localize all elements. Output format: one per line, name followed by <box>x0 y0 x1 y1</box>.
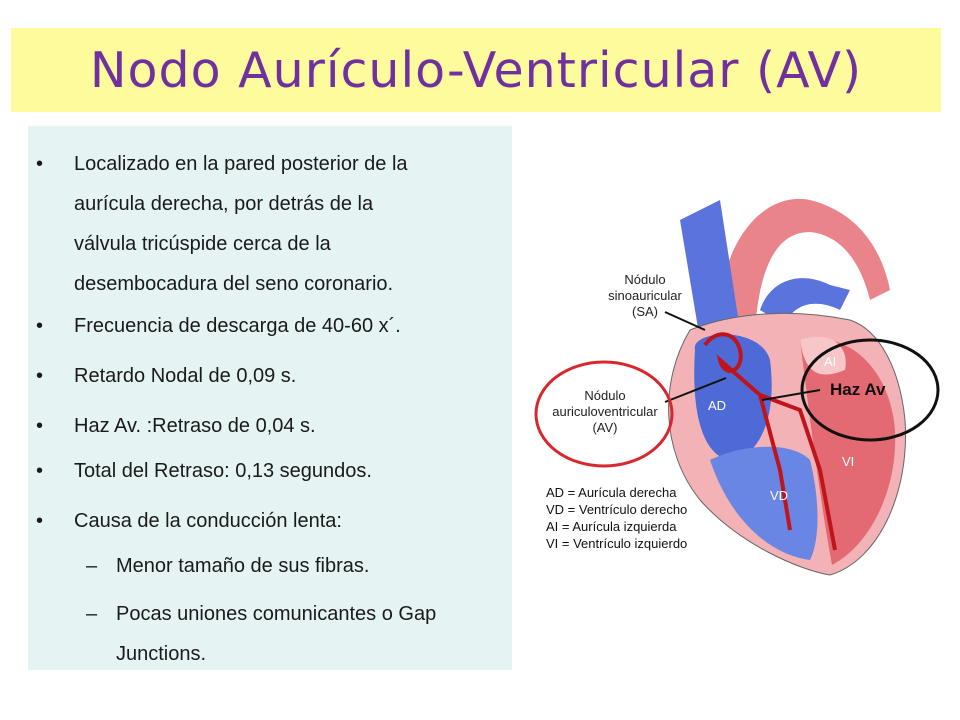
diagram-legend <box>546 484 746 552</box>
bullet-line: válvula tricúspide cerca de la <box>74 233 331 255</box>
bullet-text: Retardo Nodal de 0,09 s. <box>74 365 297 387</box>
content-box <box>28 126 512 670</box>
av-node-label: Nódulo auriculoventricular (AV) <box>552 388 658 435</box>
slide-title: Nodo Aurículo-Ventricular (AV) <box>89 41 863 99</box>
bullet-marker: • <box>36 365 44 387</box>
sub-bullet-line: Junctions. <box>116 643 207 665</box>
bullet-text: Haz Av. :Retraso de 0,04 s. <box>74 415 316 437</box>
bullet-marker: • <box>36 415 44 437</box>
sub-bullet-text: Menor tamaño de sus fibras. <box>116 555 370 577</box>
legend-item: VD = Ventrículo derecho <box>546 502 688 517</box>
sub-bullet-line: Pocas uniones comunicantes o Gap <box>116 603 437 625</box>
chamber-ad-label: AD <box>708 398 727 413</box>
bullet-line: Localizado en la pared posterior de la <box>74 153 408 175</box>
legend-item: AD = Aurícula derecha <box>546 485 677 500</box>
dash-marker: – <box>86 555 98 577</box>
dash-marker: – <box>86 603 98 625</box>
bullet-marker: • <box>36 153 44 175</box>
title-bar <box>11 28 941 112</box>
bullet-marker: • <box>36 510 44 532</box>
bullet-marker: • <box>36 315 44 337</box>
chamber-vd-label: VD <box>770 488 789 503</box>
legend-item: AI = Aurícula izquierda <box>546 519 677 534</box>
bullet-text: Total del Retraso: 0,13 segundos. <box>74 460 372 482</box>
chamber-vi-label: VI <box>842 454 855 469</box>
bullet-line: desembocadura del seno coronario. <box>74 273 394 295</box>
sa-node-label: Nódulo sinoauricular (SA) <box>608 272 682 319</box>
bullet-marker: • <box>36 460 44 482</box>
bullet-line: aurícula derecha, por detrás de la <box>74 193 374 215</box>
bullet-text: Frecuencia de descarga de 40-60 x´. <box>74 315 401 337</box>
bullet-text: Causa de la conducción lenta: <box>74 510 342 532</box>
chamber-ai-label: AI <box>824 354 837 369</box>
legend-item: VI = Ventrículo izquierdo <box>546 536 688 551</box>
aorta-shape <box>720 199 890 330</box>
haz-av-label: Haz Av <box>830 380 886 399</box>
